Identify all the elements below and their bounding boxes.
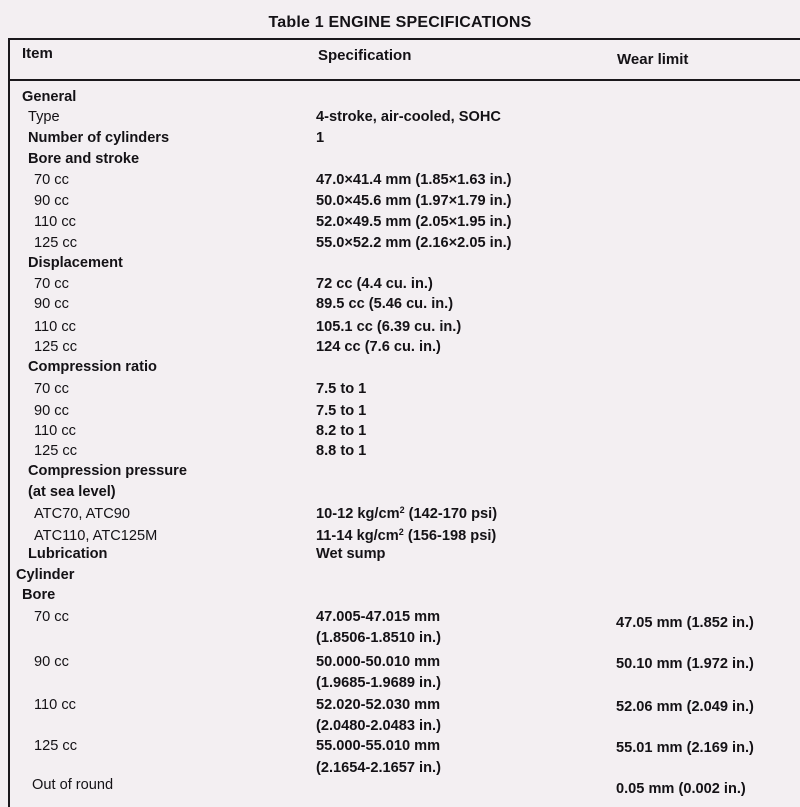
row-11-specification [316,317,461,337]
spec-text: 55.000-55.010 mm [316,738,441,754]
spec-text: 50.0×45.6 mm (1.97×1.79 in.) [316,193,512,209]
row-27-specification [316,652,440,672]
row-12-specification [316,337,441,357]
row-6-item: 110 cc [34,214,76,230]
row-33-item: Out of round [32,777,114,793]
spec-text: 52.020-52.030 mm [316,697,441,713]
spec-text: 8.2 to 1 [316,423,367,439]
row-15-specification [316,401,366,421]
row-13-item: Compression ratio [28,359,157,375]
row-31-item: 125 cc [34,738,77,754]
header-wear-limit: Wear limit [617,51,689,68]
spec-tail: (156-198 psi) [403,528,497,544]
spec-text: 124 cc (7.6 cu. in.) [316,339,441,355]
row-9-item: 70 cc [34,276,69,292]
row-27-item: 90 cc [34,654,69,670]
row-5-item: 90 cc [34,193,69,209]
row-30-specification [316,716,441,736]
row-18-item: Compression pressure [28,463,187,479]
row-25-item: 70 cc [34,609,69,625]
row-23-item: Cylinder [16,567,75,583]
row-24-item: Bore [22,587,56,603]
spec-text: Wet sump [316,546,386,562]
spec-text: 89.5 cc (5.46 cu. in.) [316,296,454,312]
row-22-item: Lubrication [28,546,108,562]
row-17-item: 125 cc [34,443,77,459]
row-2-specification [316,128,324,148]
spec-text: (2.1654-2.1657 in.) [316,760,441,776]
row-20-specification [316,504,497,524]
row-0-item: General [22,89,77,105]
spec-text: 55.0×52.2 mm (2.16×2.05 in.) [316,235,512,251]
row-33-wear-limit: 0.05 mm (0.002 in.) [616,781,746,797]
row-4-specification [316,170,512,190]
row-9-specification [316,274,433,294]
row-31-wear-limit: 55.01 mm (2.169 in.) [616,740,754,756]
row-26-specification [316,628,441,648]
row-29-item: 110 cc [34,697,76,713]
row-6-specification [316,212,512,232]
spec-superscript: 2 [399,505,405,515]
table-title: Table 1 ENGINE SPECIFICATIONS [268,14,532,31]
row-14-item: 70 cc [34,381,69,397]
row-11-item: 110 cc [34,319,76,335]
row-32-specification [316,758,441,778]
table-left-border [8,38,10,807]
spec-text: 105.1 cc (6.39 cu. in.) [316,319,462,335]
spec-text: (1.8506-1.8510 in.) [316,630,441,646]
row-16-specification [316,421,366,441]
row-8-item: Displacement [28,255,123,271]
row-4-item: 70 cc [34,172,69,188]
row-14-specification [316,379,366,399]
row-16-item: 110 cc [34,423,76,439]
row-5-specification [316,191,512,211]
spec-text: (2.0480-2.0483 in.) [316,718,441,734]
header-rule [8,79,800,81]
spec-text: (1.9685-1.9689 in.) [316,675,441,691]
row-12-item: 125 cc [34,339,77,355]
row-3-item: Bore and stroke [28,151,140,167]
row-7-item: 125 cc [34,235,77,251]
spec-text: 47.0×41.4 mm (1.85×1.63 in.) [316,172,512,188]
spec-text: 47.005-47.015 mm [316,609,441,625]
row-22-specification [316,544,385,564]
row-20-item: ATC70, ATC90 [34,506,130,522]
row-25-wear-limit: 47.05 mm (1.852 in.) [616,615,754,631]
row-21-specification [316,526,496,546]
row-7-specification [316,233,512,253]
spec-text: 11-14 kg/cm [316,528,399,544]
spec-text: 10-12 kg/cm [316,506,400,522]
row-28-specification [316,673,441,693]
row-10-specification [316,294,453,314]
spec-text: 1 [316,130,325,146]
header-specification: Specification [318,47,412,64]
row-29-wear-limit: 52.06 mm (2.049 in.) [616,699,754,715]
row-29-specification [316,695,440,715]
spec-superscript: 2 [398,527,404,537]
spec-text: 50.000-50.010 mm [316,654,441,670]
row-27-wear-limit: 50.10 mm (1.972 in.) [616,656,754,672]
table-top-rule [8,38,800,40]
row-10-item: 90 cc [34,296,69,312]
spec-text: 72 cc (4.4 cu. in.) [316,276,433,292]
row-25-specification [316,607,440,627]
row-1-specification [316,107,501,127]
spec-text: 8.8 to 1 [316,443,367,459]
spec-text: 52.0×49.5 mm (2.05×1.95 in.) [316,214,512,230]
spec-tail: (142-170 psi) [404,506,498,522]
row-31-specification [316,736,440,756]
row-17-specification [316,441,366,461]
spec-text: 4-stroke, air-cooled, SOHC [316,109,501,125]
row-1-item: Type [28,109,60,125]
row-2-item: Number of cylinders [28,130,170,146]
row-15-item: 90 cc [34,403,69,419]
spec-text: 7.5 to 1 [316,381,367,397]
spec-text: 7.5 to 1 [316,403,367,419]
header-item: Item [22,45,53,62]
row-21-item: ATC110, ATC125M [34,528,158,544]
row-19-item: (at sea level) [28,484,116,500]
